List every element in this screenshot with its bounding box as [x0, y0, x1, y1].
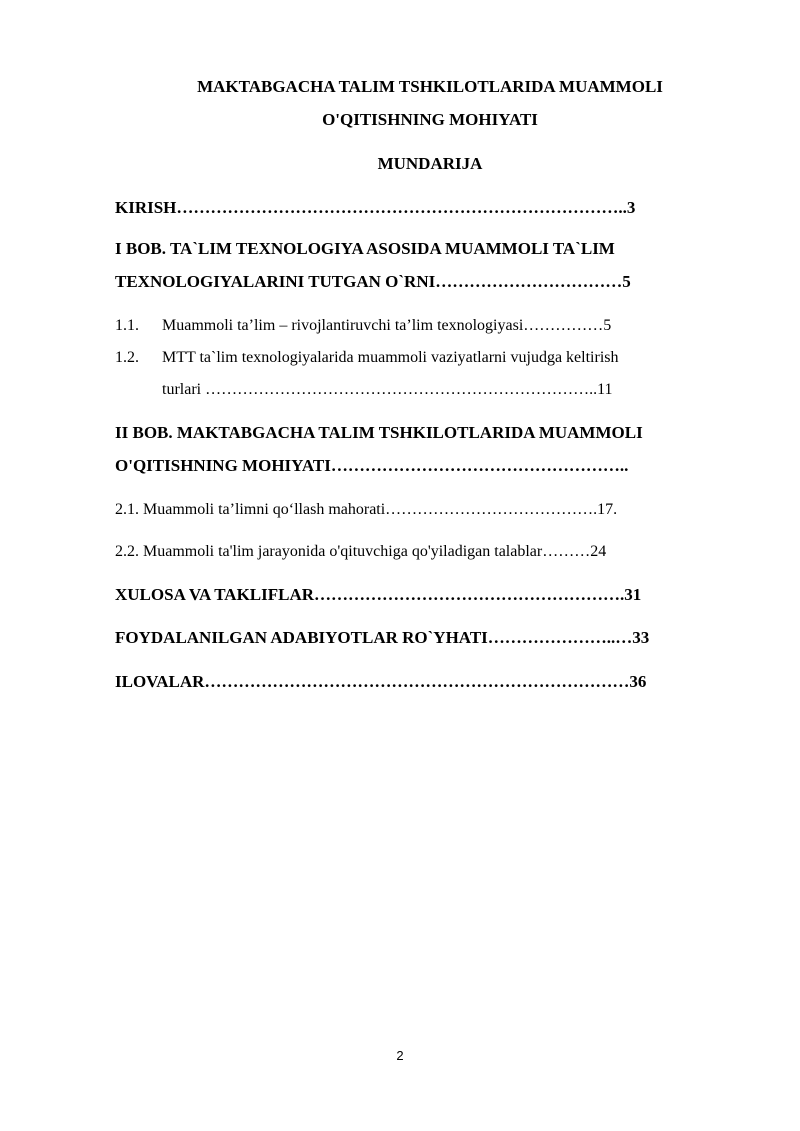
document-title-line-2: O'QITISHNING MOHIYATI	[322, 110, 538, 129]
toc-section-1-2-number: 1.2.	[115, 349, 139, 366]
page-number: 2	[396, 1048, 404, 1063]
toc-entry-chapter-1-line-1: I BOB. TA`LIM TEXNOLOGIYA ASOSIDA MUAMMOLI TA`LIM	[115, 239, 615, 258]
toc-entry-appendix: ILOVALAR…………………………………………………………………36	[115, 672, 647, 691]
toc-entry-chapter-2-line-1: II BOB. MAKTABGACHA TALIM TSHKILOTLARIDA MUAMMOLI	[115, 423, 643, 442]
toc-section-1-1-number: 1.1.	[115, 317, 139, 334]
toc-entry-chapter-1-line-2: TEXNOLOGIYALARINI TUTGAN O`RNI……………………………5	[115, 272, 631, 291]
toc-entry-section-2-1: 2.1. Muammoli ta’limni qo‘llash mahorati………………………………….17.	[115, 501, 618, 518]
toc-entry-section-1-1: Muammoli ta’lim – rivojlantiruvchi ta’lim texnologiyasi……………5	[162, 317, 612, 334]
contents-heading: MUNDARIJA	[377, 154, 483, 173]
toc-entry-bibliography: FOYDALANILGAN ADABIYOTLAR RO`YHATI…………………..…33	[115, 628, 650, 647]
toc-entry-section-1-2-line-2: turlari ………………………………………………………………..11	[162, 381, 613, 398]
toc-entry-chapter-2-line-2: O'QITISHNING MOHIYATI……………………………………………..	[115, 456, 629, 475]
toc-entry-section-1-2-line-1: MTT ta`lim texnologiyalarida muammoli vaziyatlarni vujudga keltirish	[162, 349, 619, 366]
toc-entry-conclusion: XULOSA VA TAKLIFLAR……………………………………………….31	[115, 585, 642, 604]
toc-entry-intro: KIRISH……………………………………………………………………..3	[115, 198, 636, 217]
document-title-line-1: MAKTABGACHA TALIM TSHKILOTLARIDA MUAMMOLI	[197, 77, 663, 96]
toc-entry-section-2-2: 2.2. Muammoli ta'lim jarayonida o'qituvchiga qo'yiladigan talablar………24	[115, 543, 607, 560]
